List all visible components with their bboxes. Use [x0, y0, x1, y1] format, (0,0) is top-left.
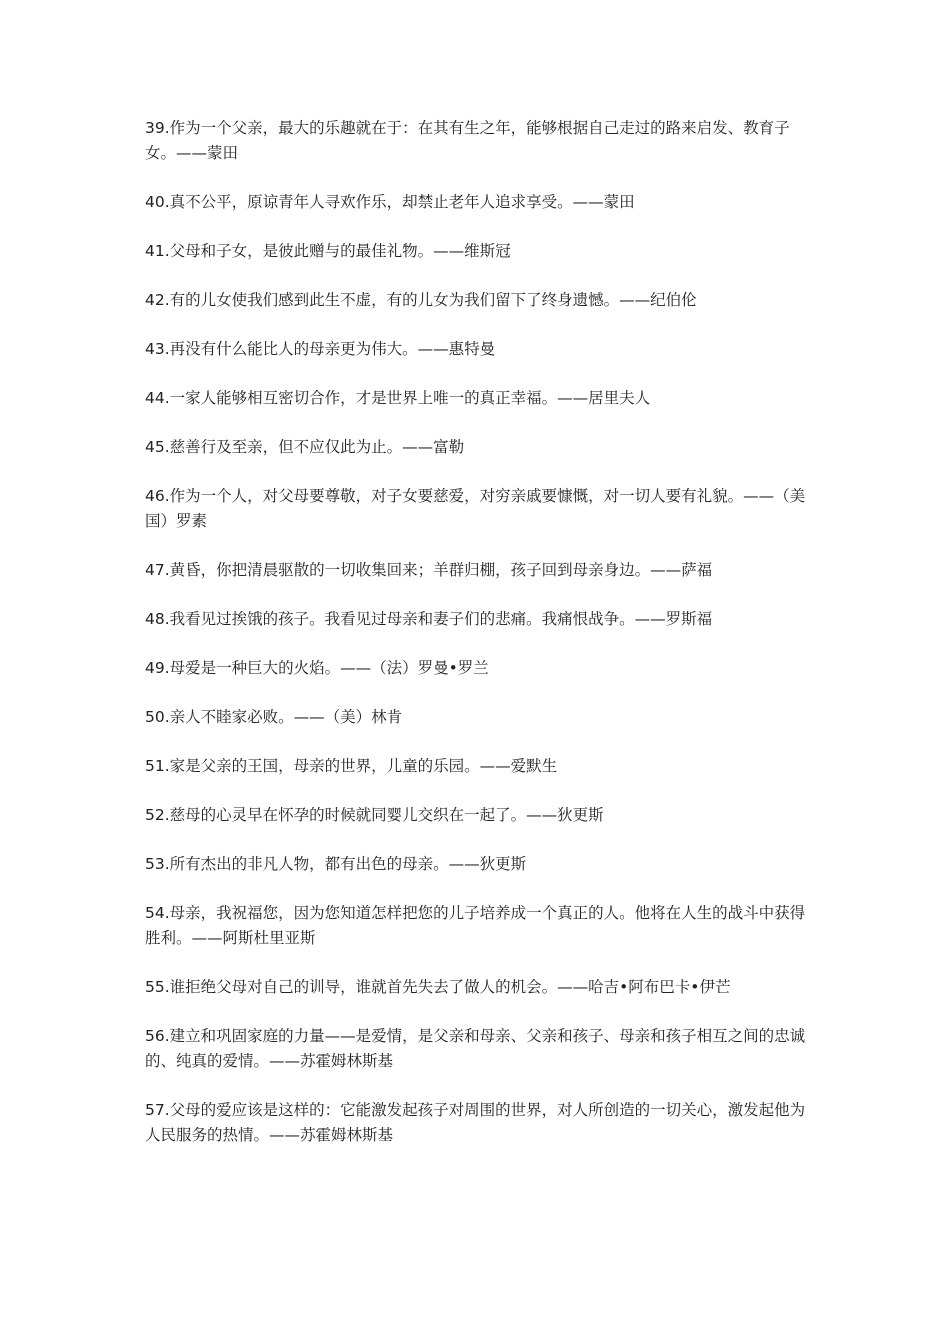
quote-42: 42.有的儿女使我们感到此生不虚，有的儿女为我们留下了终身遗憾。——纪伯伦: [145, 291, 697, 309]
quote-56: 56.建立和巩固家庭的力量——是爱情，是父亲和母亲、父亲和孩子、母亲和孩子相互之间的忠诚的、纯真的爱情。——苏霍姆林斯基: [145, 1027, 806, 1070]
quote-51: 51.家是父亲的王国，母亲的世界，儿童的乐园。——爱默生: [145, 757, 558, 775]
quote-57: 57.父母的爱应该是这样的：它能激发起孩子对周围的世界，对人所创造的一切关心，激发起他为人民服务的热情。——苏霍姆林斯基: [145, 1101, 806, 1144]
quote-49: 49.母爱是一种巨大的火焰。——（法）罗曼•罗兰: [145, 659, 489, 677]
quote-53: 53.所有杰出的非凡人物，都有出色的母亲。——狄更斯: [145, 855, 527, 873]
quote-48: 48.我看见过挨饿的孩子。我看见过母亲和妻子们的悲痛。我痛恨战争。——罗斯福: [145, 610, 713, 628]
quote-52: 52.慈母的心灵早在怀孕的时候就同婴儿交织在一起了。——狄更斯: [145, 806, 604, 824]
quote-45: 45.慈善行及至亲，但不应仅此为止。——富勒: [145, 438, 465, 456]
quote-43: 43.再没有什么能比人的母亲更为伟大。——惠特曼: [145, 340, 496, 358]
quote-47: 47.黄昏，你把清晨驱散的一切收集回来；羊群归棚，孩子回到母亲身边。——萨福: [145, 561, 713, 579]
quote-55: 55.谁拒绝父母对自己的训导，谁就首先失去了做人的机会。——哈吉•阿布巴卡•伊芒: [145, 978, 731, 996]
quote-50: 50.亲人不睦家必败。——（美）林肯: [145, 708, 403, 726]
quote-46: 46.作为一个人，对父母要尊敬，对子女要慈爱，对穷亲戚要慷慨，对一切人要有礼貌。——（美国）罗素: [145, 487, 806, 530]
quote-54: 54.母亲，我祝福您，因为您知道怎样把您的儿子培养成一个真正的人。他将在人生的战斗中获得胜利。——阿斯杜里亚斯: [145, 904, 806, 947]
quote-44: 44.一家人能够相互密切合作，才是世界上唯一的真正幸福。——居里夫人: [145, 389, 651, 407]
quote-39: 39.作为一个父亲，最大的乐趣就在于：在其有生之年，能够根据自己走过的路来启发、教育子女。——蒙田: [145, 119, 790, 162]
quote-list: [145, 116, 810, 1172]
quote-41: 41.父母和子女，是彼此赠与的最佳礼物。——维斯冠: [145, 242, 511, 260]
quote-40: 40.真不公平，原谅青年人寻欢作乐，却禁止老年人追求享受。——蒙田: [145, 193, 635, 211]
